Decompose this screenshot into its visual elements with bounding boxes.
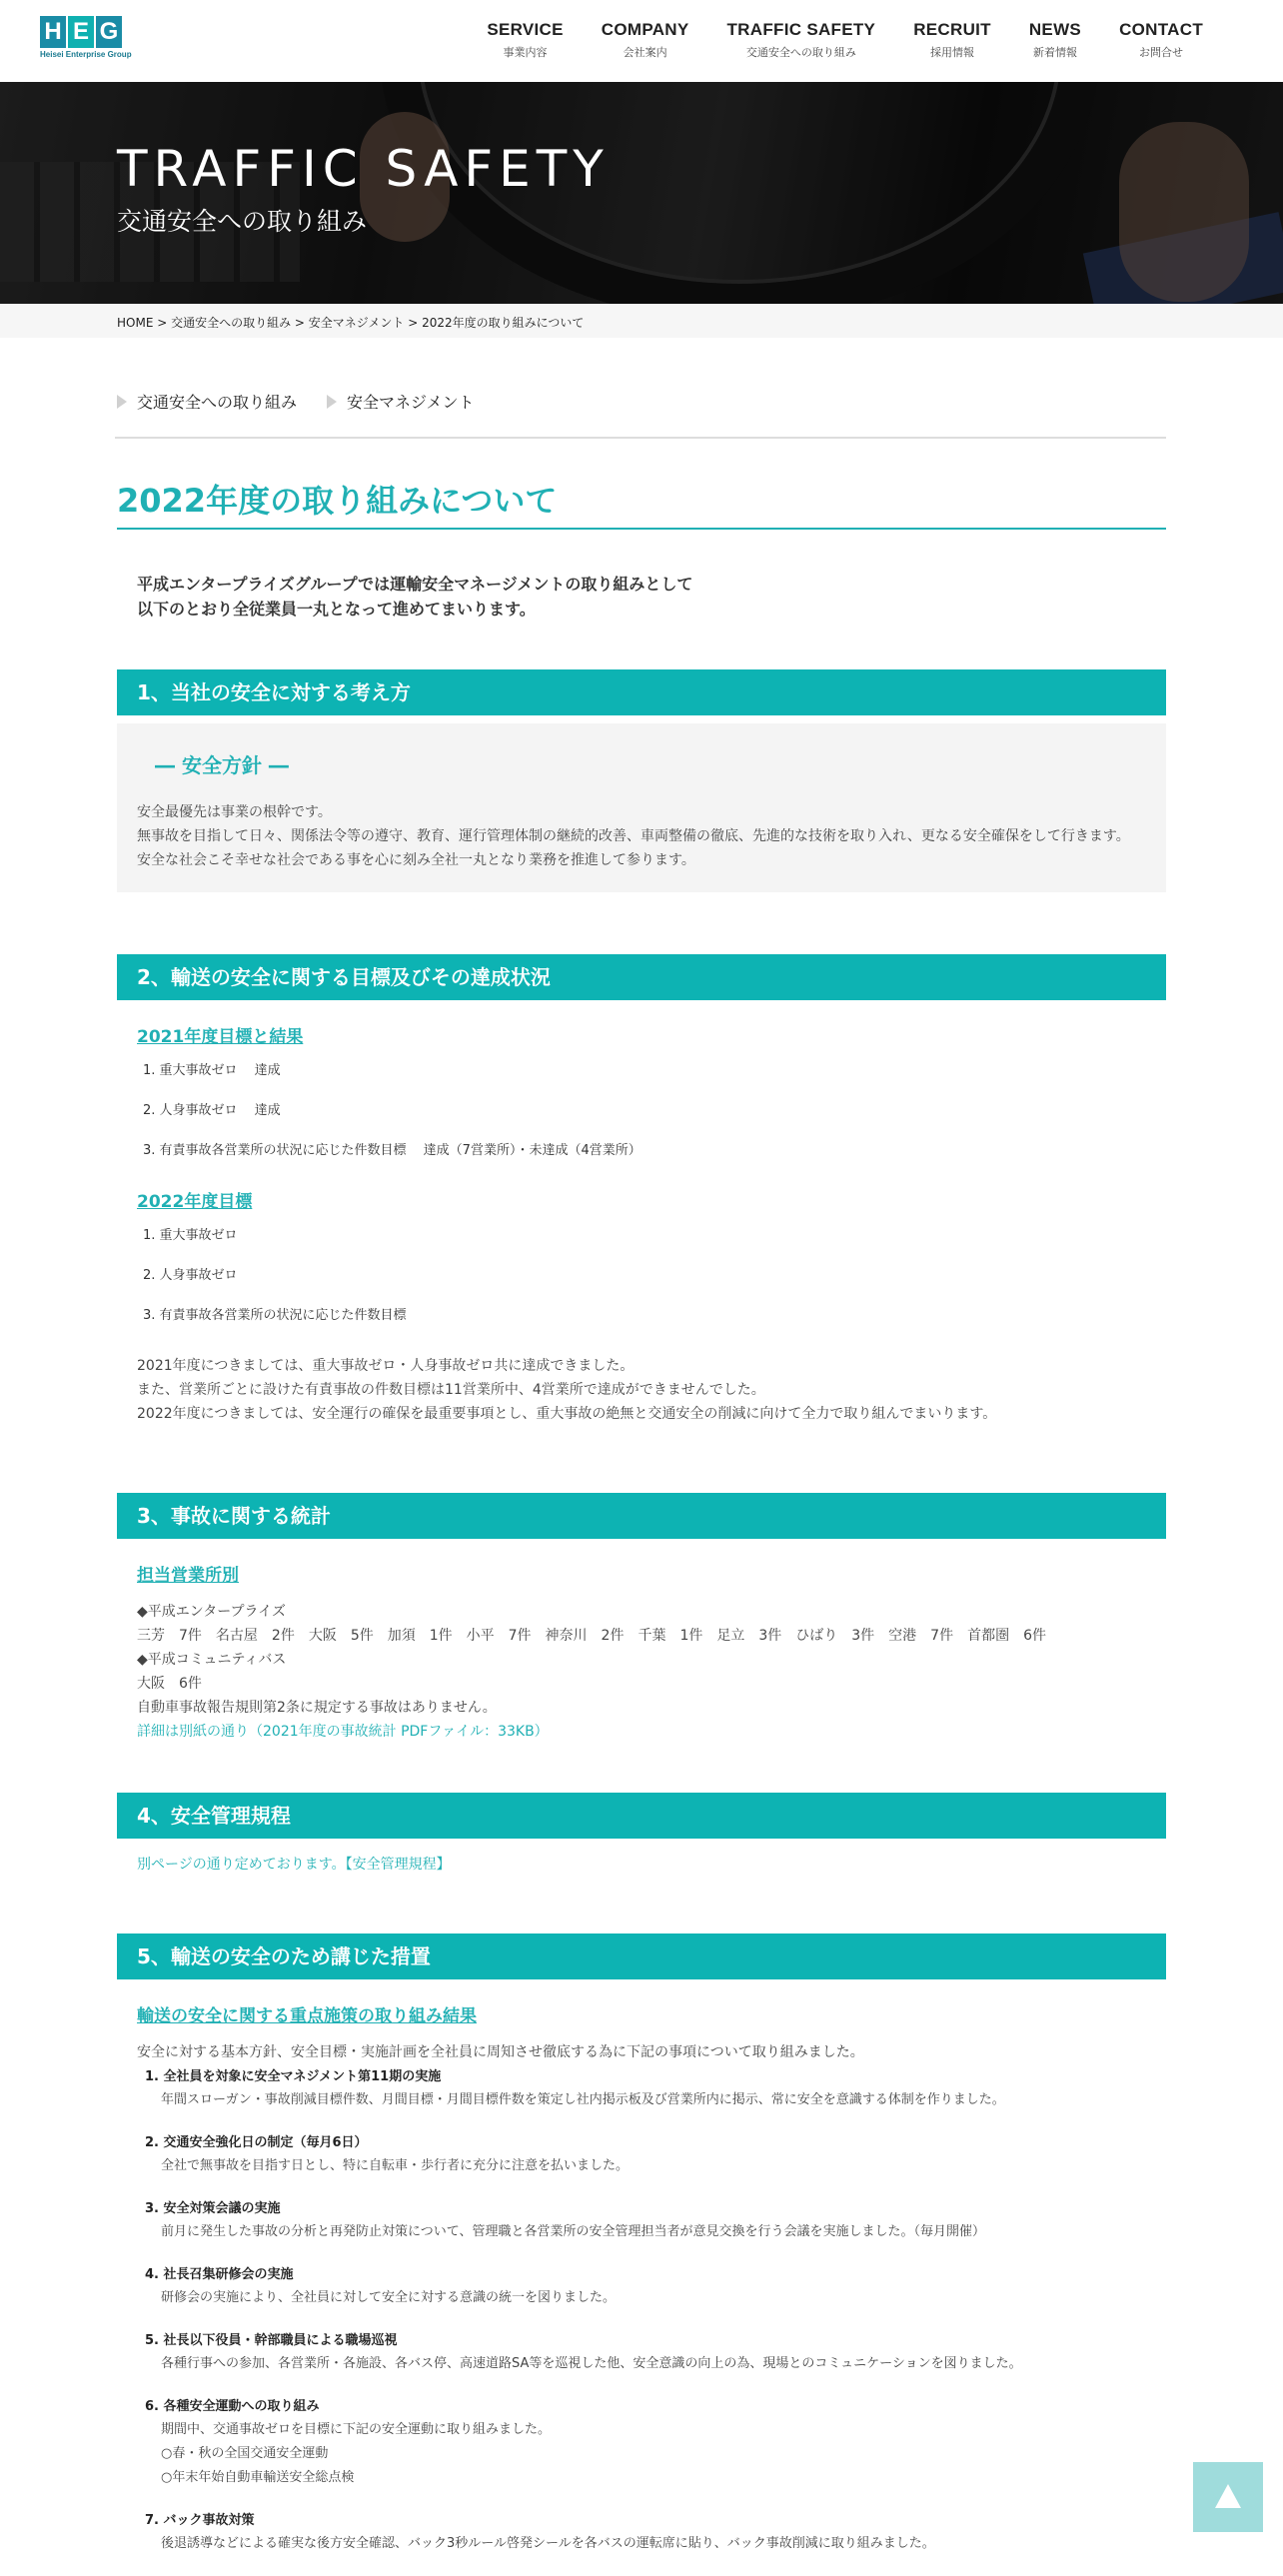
- measure-title: 6. 各種安全運動への取り組み: [145, 2399, 320, 2414]
- nav-sublabel: 事業内容: [503, 46, 548, 59]
- measure-item: [145, 2198, 1166, 2244]
- logo-subtitle: Heisei Enterprise Group: [40, 50, 132, 59]
- safety-rules-text: [137, 1853, 1166, 1877]
- site-header: [0, 0, 1283, 82]
- nav-label: CONTACT: [1119, 20, 1203, 39]
- measure-desc: ○春・秋の全国交通安全運動: [161, 2446, 329, 2461]
- stats-line: ◆平成コミュニティバス: [137, 1652, 287, 1668]
- section-safety-rules: [117, 1793, 1166, 1877]
- hero-banner: [0, 82, 1283, 304]
- intro-line: 以下のとおり全従業員一丸となって進めてまいります。: [137, 600, 536, 619]
- measure-title: 2. 交通安全強化日の制定（毎月6日）: [145, 2135, 368, 2150]
- nav-label: SERVICE: [487, 20, 564, 39]
- measure-title: 4. 社長召集研修会の実施: [145, 2267, 294, 2282]
- hero-title: TRAFFIC SAFETY: [117, 140, 610, 198]
- list-item: 2. 人身事故ゼロ: [143, 1268, 238, 1283]
- measure-desc: ○年末年始自動車輸送安全総点検: [161, 2470, 355, 2485]
- goals-summary: [137, 1354, 1166, 1426]
- measures-results-heading: 輸送の安全に関する重点施策の取り組み結果: [137, 2006, 477, 2026]
- stats-line: 大阪 6件: [137, 1676, 202, 1692]
- policy-line: 無事故を目指して日々、関係法令等の遵守、教育、運行管理体制の継続的改善、車両整備の徹底、先進的な技術を取り入れ、更なる安全確保をして行きます。: [137, 828, 1130, 844]
- section-heading: 1、当社の安全に対する考え方: [117, 669, 1166, 715]
- measure-item: [145, 2264, 1166, 2310]
- policy-line: 安全な社会こそ幸せな社会である事を心に刻み全社一丸となり業務を推進して参ります。: [137, 852, 695, 868]
- section-heading: 5、輸送の安全のため講じた措置: [117, 1933, 1166, 1979]
- nav-sublabel: 新着情報: [1032, 46, 1077, 59]
- subnav-label: 安全マネジメント: [347, 393, 475, 412]
- section-heading: 3、事故に関する統計: [117, 1493, 1166, 1539]
- breadcrumb[interactable]: HOME > 交通安全への取り組み > 安全マネジメント > 2022年度の取り組みについて: [117, 316, 585, 330]
- measure-title: 3. 安全対策会議の実施: [145, 2201, 281, 2216]
- hero-subtitle: 交通安全への取り組み: [117, 207, 368, 236]
- measure-desc: 後退誘導などによる確実な後方安全確認、バック3秒ルール啓発シールを各バスの運転席に貼り、バック事故削減に取り組みました。: [161, 2536, 935, 2551]
- list-item: 3. 有責事故各営業所の状況に応じた件数目標 達成（7営業所）・未達成（4営業所）: [143, 1143, 642, 1158]
- list-item: 2. 人身事故ゼロ 達成: [143, 1103, 281, 1118]
- section-safety-goals: [117, 954, 1166, 1426]
- measure-item: [145, 2510, 1166, 2556]
- arrow-up-icon: [1215, 2484, 1241, 2508]
- goals-2021-heading: 2021年度目標と結果: [137, 1027, 304, 1047]
- section-heading: 4、安全管理規程: [117, 1793, 1166, 1839]
- stats-text: [137, 1600, 1166, 1744]
- list-item: 1. 重大事故ゼロ: [143, 1228, 238, 1243]
- nav-label: RECRUIT: [913, 20, 991, 39]
- policy-line: 安全最優先は事業の根幹です。: [137, 804, 332, 820]
- list-item: 1. 重大事故ゼロ 達成: [143, 1063, 281, 1078]
- section-accident-stats: [117, 1493, 1166, 1744]
- intro-text: [137, 572, 1166, 622]
- page-title: 2022年度の取り組みについて: [117, 476, 1166, 530]
- stats-by-office-heading: 担当営業所別: [137, 1566, 239, 1586]
- list-item: 3. 有責事故各営業所の状況に応じた件数目標: [143, 1308, 407, 1323]
- main-nav: [487, 20, 1203, 60]
- nav-label: TRAFFIC SAFETY: [726, 20, 876, 39]
- section-heading: 2、輸送の安全に関する目標及びその達成状況: [117, 954, 1166, 1000]
- goals-2022-list: [143, 1226, 1166, 1326]
- divider: [115, 437, 1166, 439]
- measure-item: [145, 2066, 1166, 2112]
- safety-rules-link[interactable]: 別ページの通り定めております。【安全管理規程】: [137, 1857, 451, 1873]
- nav-label: COMPANY: [601, 20, 689, 39]
- company-logo[interactable]: [40, 16, 132, 62]
- nav-sublabel: 採用情報: [930, 46, 975, 59]
- back-to-top-button[interactable]: [1193, 2462, 1263, 2532]
- logo-mark: H E G: [40, 16, 128, 48]
- subnav-label: 交通安全への取り組み: [137, 393, 298, 412]
- subnav-safety-management[interactable]: [327, 390, 475, 413]
- goals-2022-heading: 2022年度目標: [137, 1192, 253, 1212]
- measure-desc: 前月に発生した事故の分析と再発防止対策について、管理職と各営業所の安全管理担当者が意見交換を行う会議を実施しました。（毎月開催）: [161, 2224, 985, 2239]
- nav-sublabel: 会社案内: [623, 46, 667, 59]
- stats-line: 自動車事故報告規則第2条に規定する事故はありません。: [137, 1700, 497, 1716]
- nav-service[interactable]: [487, 20, 563, 60]
- section-safety-philosophy: [117, 669, 1166, 892]
- triangle-bullet-icon: [117, 395, 127, 409]
- nav-contact[interactable]: [1119, 20, 1203, 60]
- accident-stats-pdf-link[interactable]: 詳細は別紙の通り（2021年度の事故統計 PDFファイル：33KB）: [137, 1724, 549, 1740]
- main-content: [117, 476, 1166, 2551]
- breadcrumb-bar: [0, 304, 1283, 338]
- measure-title: 5. 社長以下役員・幹部職員による職場巡視: [145, 2333, 398, 2348]
- sub-nav: [117, 390, 475, 413]
- stats-line: ◆平成エンタープライズ: [137, 1604, 286, 1620]
- safety-policy-title: ― 安全方針 ―: [155, 753, 289, 777]
- measure-item: [145, 2132, 1166, 2178]
- summary-line: 2022年度につきましては、安全運行の確保を最重要事項とし、重大事故の絶無と交通安全の削減に向けて全力で取り組んでまいります。: [137, 1406, 997, 1422]
- measure-desc: 各種行事への参加、各営業所・各施設、各バス停、高速道路SA等を巡視した他、安全意識の向上の為、現場とのコミュニケーションを図りました。: [161, 2356, 1022, 2371]
- nav-recruit[interactable]: [913, 20, 991, 60]
- stats-line: 三芳 7件 名古屋 2件 大阪 5件 加須 1件 小平 7件 神奈川 2件 千葉 1件 足立 3件 ひばり 3件 空港 7件 首都圏 6件: [137, 1628, 1046, 1644]
- intro-line: 平成エンタープライズグループでは運輸安全マネージメントの取り組みとして: [137, 575, 693, 594]
- measure-desc: 年間スローガン・事故削減目標件数、月間目標・月間目標件数を策定し社内掲示板及び営業所内に掲示、常に安全を意識する体制を作りました。: [161, 2092, 1005, 2107]
- measure-desc: 研修会の実施により、全社員に対して安全に対する意識の統一を図りました。: [161, 2290, 617, 2305]
- nav-sublabel: 交通安全への取り組み: [745, 46, 856, 59]
- measures-lead: 安全に対する基本方針、安全目標・実施計画を全社員に周知させ徹底する為に下記の事項について取り組みました。: [137, 2044, 864, 2060]
- safety-policy-box: [117, 723, 1166, 892]
- nav-traffic-safety[interactable]: [727, 20, 876, 60]
- nav-sublabel: お問合せ: [1139, 46, 1184, 59]
- measure-item: [145, 2330, 1166, 2376]
- triangle-bullet-icon: [327, 395, 337, 409]
- subnav-traffic-safety[interactable]: [117, 390, 297, 413]
- nav-label: NEWS: [1028, 20, 1082, 39]
- summary-line: また、営業所ごとに設けた有責事故の件数目標は11営業所中、4営業所で達成ができませんでした。: [137, 1382, 765, 1398]
- goals-2021-list: [143, 1061, 1166, 1161]
- nav-company[interactable]: [602, 20, 689, 60]
- measure-desc: 全社で無事故を目指す日とし、特に自転車・歩行者に充分に注意を払いました。: [161, 2158, 630, 2173]
- section-safety-measures: [117, 1933, 1166, 2576]
- measure-title: 7. バック事故対策: [145, 2513, 255, 2528]
- summary-line: 2021年度につきましては、重大事故ゼロ・人身事故ゼロ共に達成できました。: [137, 1358, 635, 1374]
- measure-item: [145, 2396, 1166, 2490]
- measure-desc: 期間中、交通事故ゼロを目標に下記の安全運動に取り組みました。: [161, 2422, 552, 2437]
- measure-title: 1. 全社員を対象に安全マネジメント第11期の実施: [145, 2069, 442, 2084]
- nav-news[interactable]: [1029, 20, 1081, 60]
